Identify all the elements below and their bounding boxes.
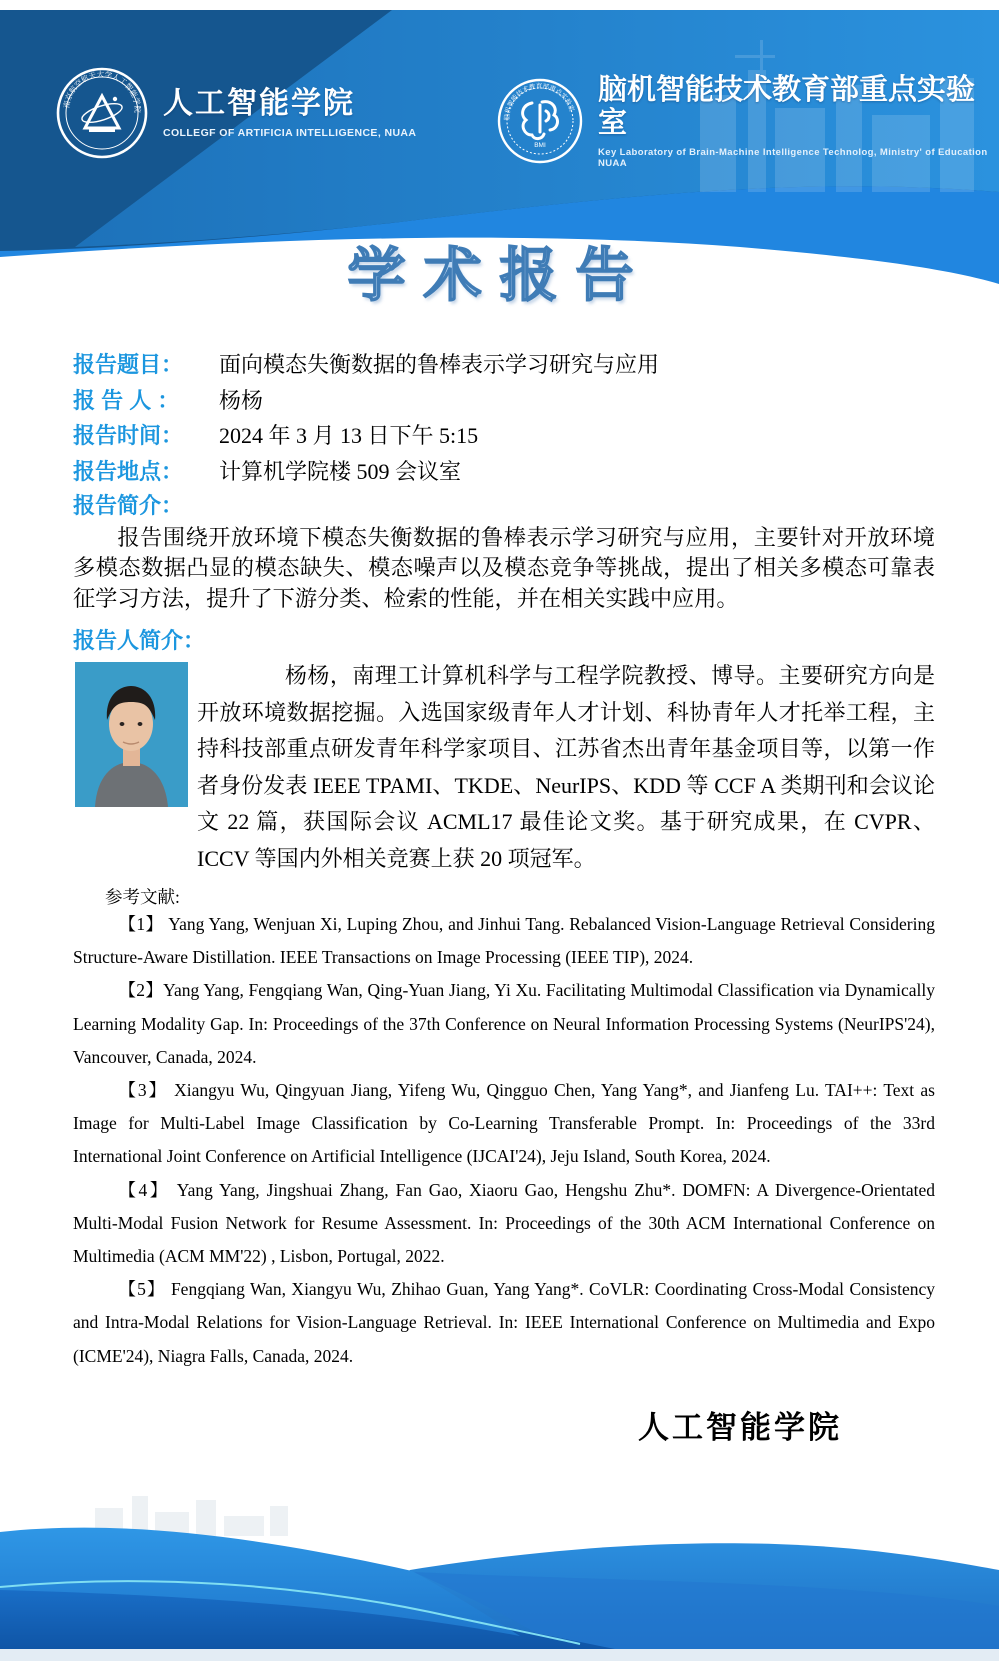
speaker-bio-text: 杨杨，南理工计算机科学与工程学院教授、博导。主要研究方向是开放环境数据挖掘。入选国家级青年人才计划、科协青年人才托举工程，主持科技部重点研发青年科学家项目、江苏省杰出青年基金项目等，以第一作者身份发表 IEEE TPAMI、TKDE、NeurIPS、KDD 等 CCF A 类期刊和会议论文 22 篇，获国际会议 ACML17 最佳论文奖。基于研究成果，在 CVPR、ICCV 等国内外相关竞赛上获 20 项冠军。: [197, 663, 935, 871]
lab-logo-subtitle: Key Laboratory of Brain-Machine Intelligence Technolog, Ministry' of Education NUAA: [598, 146, 988, 169]
topic-label: 报告题目：: [73, 352, 184, 377]
reference-item-3: 【3】 Xiangyu Wu, Qingyuan Jiang, Yifeng Wu, Qingguo Chen, Yang Yang*, and Jianfeng Lu. TAI++: Text as Image for Multi-Label Image Classification by Co-Learning Transferable Prompt. In: Proceedings of the 33rd International Joint Conference on Artificial Intelligence (IJCAI'24), Jeju Island, South Korea, 2024.: [73, 1080, 935, 1167]
abstract-section-label: 报告简介：: [73, 493, 184, 518]
references-list: [73, 908, 935, 1373]
speaker-label: 报 告 人 ：: [73, 387, 180, 413]
info-row-time: [73, 419, 935, 455]
reference-item-1: 【1】 Yang Yang, Wenjuan Xi, Luping Zhou, and Jinhui Tang. Rebalanced Vision-Language Retrieval Considering Structure-Aware Distillation. IEEE Transactions on Image Processing (IEEE TIP), 2024.: [73, 914, 935, 968]
info-row-location: [73, 455, 935, 491]
topic-value: 面向模态失衡数据的鲁棒表示学习研究与应用: [219, 352, 660, 377]
speaker-section-label: 报告人简介：: [73, 628, 206, 653]
speaker-photo: [75, 662, 188, 807]
references-section-label: 参考文献:: [105, 887, 180, 907]
lab-seal-icon: [496, 77, 584, 165]
college-logo-subtitle: COLLEGF OF ARTIFICIA INTELLIGENCE, NUAA: [163, 127, 417, 140]
college-seal-ring-text: 南京航空航天大学人工智能学院: [61, 69, 143, 114]
reference-item-5: 【5】 Fengqiang Wan, Xiangyu Wu, Zhihao Guan, Yang Yang*. CoVLR: Coordinating Cross-Modal Consistency and Intra-Modal Relations for Vision-Language Retrieval. In: IEEE International Conference on Multimedia and Expo (ICME'24), Niagra Falls, Canada, 2024.: [73, 1279, 935, 1366]
footer-wave-decoration: [0, 1486, 999, 1661]
lab-seal-bottom-text: BMI: [534, 142, 546, 150]
lab-seal-ring-text: 脑机智能技术教育部重点实验室: [503, 83, 576, 121]
reference-item-4: 【4】 Yang Yang, Jingshuai Zhang, Fan Gao, Xiaoru Gao, Hengshu Zhu*. DOMFN: A Divergence-Orientated Multi-Modal Fusion Network for Resume Assessment. In: Proceedings of the 30th ACM International Conference on Multimedia (ACM MM'22) , Lisbon, Portugal, 2022.: [73, 1179, 935, 1267]
footer-bottom-strip: [0, 1649, 999, 1661]
lab-logo-title: 脑机智能技术教育部重点实验室: [598, 74, 976, 140]
location-label: 报告地点：: [73, 458, 184, 484]
info-row-topic: [73, 348, 935, 384]
time-label: 报告时间：: [73, 423, 184, 448]
speaker-value: 杨杨: [219, 387, 264, 413]
location-value: 计算机学院楼 509 会议室: [219, 458, 462, 484]
time-value: 2024 年 3 月 13 日下午 5:15: [219, 423, 479, 448]
speaker-bio-block: [73, 658, 935, 878]
info-row-speaker: [73, 384, 935, 420]
abstract-text: 报告围绕开放环境下模态失衡数据的鲁棒表示学习研究与应用，主要针对开放环境多模态数据凸显的模态缺失、模态噪声以及模态竞争等挑战，提出了相关多模态可靠表征学习方法，提升了下游分类、检索的性能，并在相关实践中应用。: [73, 525, 935, 611]
page-title: 学术报告: [347, 243, 652, 308]
reference-item-2: 【2】Yang Yang, Fengqiang Wan, Qing-Yuan Jiang, Yi Xu. Facilitating Multimodal Classification via Dynamically Learning Modality Gap. In: Proceedings of the 37th Conference on Neural Information Processing Systems (NeurIPS'24), Vancouver, Canada, 2024.: [73, 980, 935, 1067]
college-logo-group: [55, 66, 416, 160]
organizer-signature: 人工智能学院: [638, 1410, 842, 1445]
brain-icon: [523, 102, 558, 139]
lecture-info-list: [73, 348, 935, 490]
college-seal-icon: [55, 66, 149, 160]
college-logo-title: 人工智能学院: [163, 86, 355, 120]
lab-logo-group: [496, 74, 999, 169]
